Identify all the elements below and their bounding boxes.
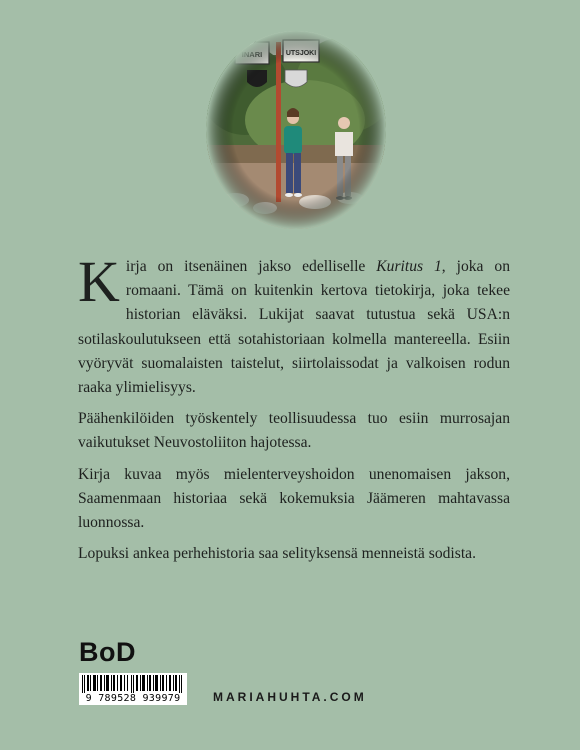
author-website: MARIAHUHTA.COM <box>213 690 367 704</box>
blurb-paragraph-2: Päähenkilöiden työskentely teollisuudessa tuo esiin murrosajan vaikutukset Neuvostoliiton hajotessa. <box>78 410 510 452</box>
blurb-lead: irja on itsenäinen jakso edelliselle <box>125 258 377 275</box>
book-title-reference: Kuritus 1 <box>376 258 442 275</box>
blurb-paragraph-3: Kirja kuvaa myös mielenterveyshoidon unenomaisen jakson, Saamenmaan historiaa sekä kokemuksia Jäämeren mahtavassa luonnossa. <box>78 465 510 532</box>
isbn-barcode <box>79 673 187 705</box>
publisher-logo: BoD <box>79 637 136 667</box>
cover-photo <box>205 30 387 230</box>
blurb <box>78 249 510 573</box>
blurb-paragraph-1 <box>78 249 510 400</box>
blurb-paragraph-4: Lopuksi ankea perhehistoria saa selityksensä menneistä sodista. <box>78 545 476 563</box>
drop-cap: K <box>78 249 120 314</box>
barcode-bars <box>82 675 184 693</box>
isbn-digits: 9 789528 939979 <box>79 693 187 704</box>
blurb-p1-rest: , joka on romaani. Tämä on kuitenkin kertova tietokirja, joka tekee historian eläväksi. Lukijat saavat tutustua sekä USA:n sotilaskoulutukseen että sotahistoriaan kolmella mantereella. Esiin vyöryvät suomalaisten taistelut, siirtolaissodat ja valkoisen rodun raaka ylimielisyys. <box>78 258 510 397</box>
